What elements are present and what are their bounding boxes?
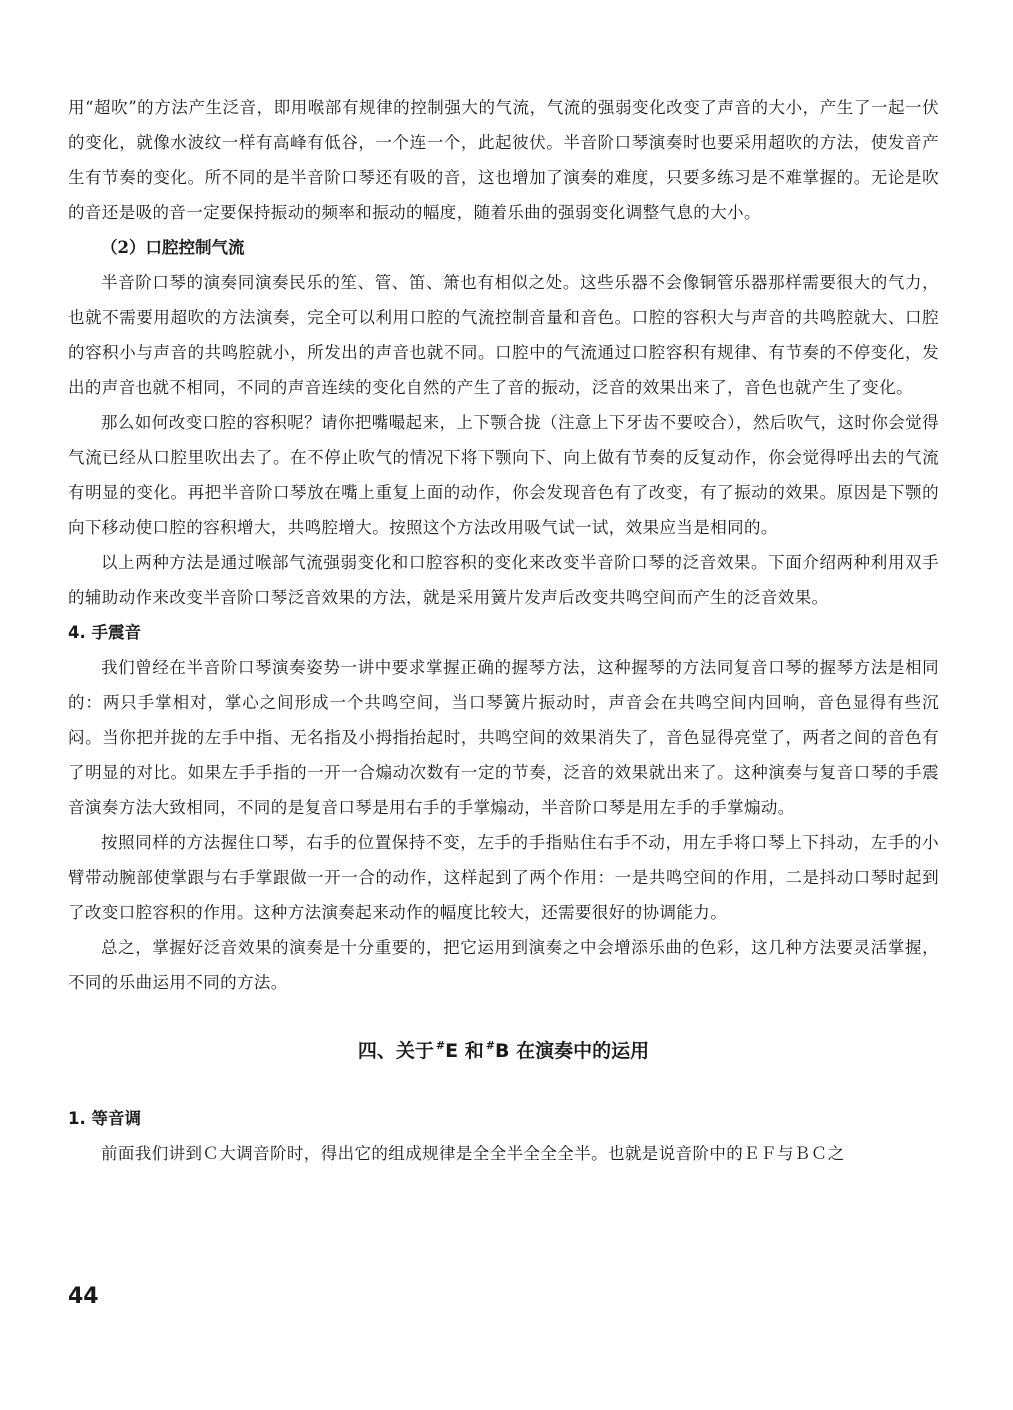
sharp-sign: # — [435, 1039, 446, 1052]
paragraph-conclusion: 总之，掌握好泛音效果的演奏是十分重要的，把它运用到演奏之中会增添乐曲的色彩，这几种方法要灵活掌握，不同的乐曲运用不同的方法。 — [68, 938, 939, 992]
sharp-sign: # — [485, 1039, 495, 1052]
paragraph-overblow: 用“超吹”的方法产生泛音，即用喉部有规律的控制强大的气流，气流的强弱变化改变了声音的大小，产生了一起一伏的变化，就像水波纹一样有高峰有低谷，一个连一个，此起彼伏。半音阶口琴演奏时也要采用超吹的方法，使发音产生有节奏的变化。所不同的是半音阶口琴还有吸的音，这也增加了演奏的难度，只要多练习是不难掌握的。无论是吹的音还是吸的音一定要保持振动的频率和振动的幅度，随着乐曲的强弱变化调整气息的大小。 — [68, 98, 939, 222]
paragraph-hand-vibrato: 我们曾经在半音阶口琴演奏姿势一讲中要求掌握正确的握琴方法，这种握琴的方法同复音口琴的握琴方法是相同的：两只手掌相对，掌心之间形成一个共鸣空间，当口琴簧片振动时，声音会在共鸣空间内回响，音色显得有些沉闷。当你把并拢的左手中指、无名指及小拇指抬起时，共鸣空间的效果消失了，音色显得亮堂了，两者之间的音色有了明显的对比。如果左手手指的一开一合煽动次数有一定的节奏，泛音的效果就出来了。这种演奏与复音口琴的手震音演奏方法大致相同，不同的是复音口琴是用右手的手掌煽动，半音阶口琴是用左手的手掌煽动。 — [68, 658, 939, 817]
paragraph-summary-methods: 以上两种方法是通过喉部气流强弱变化和口腔容积的变化来改变半音阶口琴的泛音效果。下面介绍两种利用双手的辅助动作来改变半音阶口琴泛音效果的方法，就是采用簧片发声后改变共鸣空间而产生的泛音效果。 — [68, 553, 939, 607]
subheading-oral-cavity: （2）口腔控制气流 — [101, 238, 245, 257]
section-heading-enharmonic: 1. 等音调 — [68, 1109, 141, 1128]
paragraph-c-major-scale: 前面我们讲到Ｃ大调音阶时，得出它的组成规律是全全半全全全半。也就是说音阶中的ＥＦ与ＢＣ之 — [101, 1144, 845, 1163]
chapter-title-part-c: B 在演奏中的运用 — [494, 1040, 650, 1062]
chapter-title — [68, 1026, 939, 1071]
paragraph-change-volume: 那么如何改变口腔的容积呢？请你把嘴嘬起来，上下颚合拢（注意上下牙齿不要咬合），然后吹气，这时你会觉得气流已经从口腔里吹出去了。在不停止吹气的情况下将下颚向下、向上做有节奏的反复动作，你会觉得呼出去的气流有明显的变化。再把半音阶口琴放在嘴上重复上面的动作，你会发现音色有了改变，有了振动的效果。原因是下颚的向下移动使口腔的容积增大，共鸣腔增大。按照这个方法改用吸气试一试，效果应当是相同的。 — [68, 413, 939, 537]
paragraph-oral-cavity: 半音阶口琴的演奏同演奏民乐的笙、管、笛、箫也有相似之处。这些乐器不会像铜管乐器那样需要很大的气力，也就不需要用超吹的方法演奏，完全可以利用口腔的气流控制音量和音色。口腔的容积大与声音的共鸣腔就大、口腔的容积小与声音的共鸣腔就小，所发出的声音也就不同。口腔中的气流通过口腔容积有规律、有节奏的不停变化，发出的声音也就不相同，不同的声音连续的变化自然的产生了音的振动，泛音的效果出来了，音色也就产生了变化。 — [68, 273, 939, 397]
chapter-title-part-b: E 和 — [445, 1040, 484, 1062]
section-heading-hand-vibrato: 4. 手震音 — [68, 623, 141, 642]
paragraph-shake-method: 按照同样的方法握住口琴，右手的位置保持不变，左手的手指贴住右手不动，用左手将口琴上下抖动，左手的小臂带动腕部使掌跟与右手掌跟做一开一合的动作，这样起到了两个作用：一是共鸣空间的作用，二是抖动口琴时起到了改变口腔容积的作用。这种方法演奏起来动作的幅度比较大，还需要很好的协调能力。 — [68, 833, 939, 922]
page-number: 44 — [68, 1284, 99, 1309]
chapter-title-part-a: 四、关于 — [357, 1040, 434, 1062]
